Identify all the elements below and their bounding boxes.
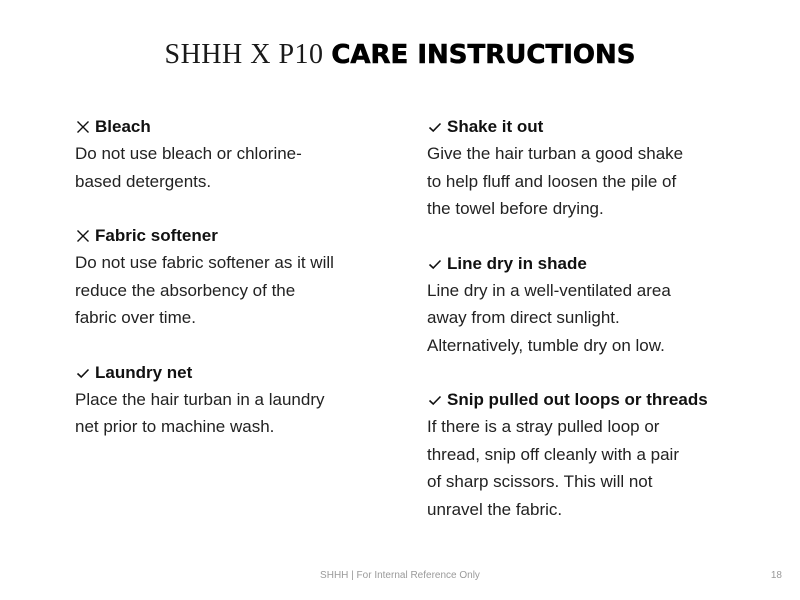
care-item-text: Alternatively, tumble dry on low.: [427, 335, 665, 355]
footer-text: SHHH | For Internal Reference Only: [320, 570, 480, 581]
care-item-text: If there is a stray pulled loop or: [427, 417, 660, 436]
check-icon: [427, 392, 443, 408]
care-item-shake-it-out: [427, 114, 757, 223]
care-item-text: Line dry in a well-ventilated area: [427, 280, 671, 300]
check-icon: [427, 119, 443, 135]
care-item-bleach: [75, 114, 395, 195]
title-prefix: SHHH X P10: [164, 39, 324, 70]
right-column: [427, 114, 757, 551]
check-icon: [75, 365, 91, 381]
care-item-text: the towel before drying.: [427, 199, 604, 218]
care-item-snip-loops: [427, 387, 757, 523]
care-item-text: fabric over time.: [75, 308, 196, 327]
care-item-line-dry: [427, 251, 757, 360]
x-icon: [75, 228, 91, 244]
care-item-text: Do not use bleach or chlorine-: [75, 144, 302, 163]
care-item-heading: Bleach: [95, 117, 151, 136]
care-item-text: based detergents.: [75, 171, 212, 191]
care-item-text: Do not use fabric softener as it will: [75, 253, 334, 272]
care-item-heading: Snip pulled out loops or threads: [447, 390, 708, 409]
care-item-text: of sharp scissors. This will not: [427, 472, 653, 491]
care-item-heading: Fabric softener: [95, 226, 218, 245]
care-item-heading: Laundry net: [95, 362, 193, 382]
care-item-text: to help fluff and loosen the pile of: [427, 171, 677, 191]
check-icon: [427, 256, 443, 272]
care-item-text: Give the hair turban a good shake: [427, 144, 684, 163]
care-item-text: Place the hair turban in a laundry: [75, 389, 325, 409]
care-item-laundry-net: [75, 360, 395, 441]
page-number: 18: [770, 570, 782, 581]
page-title: [0, 36, 800, 73]
care-item-text: net prior to machine wash.: [75, 417, 275, 436]
care-item-text: unravel the fabric.: [427, 499, 563, 519]
x-icon: [75, 119, 91, 135]
care-item-fabric-softener: [75, 223, 395, 332]
care-item-text: reduce the absorbency of the: [75, 280, 296, 300]
care-item-text: away from direct sunlight.: [427, 308, 620, 327]
title-main: CARE INSTRUCTIONS: [331, 40, 636, 70]
care-item-text: thread, snip off cleanly with a pair: [427, 444, 679, 464]
care-item-heading: Shake it out: [447, 117, 544, 136]
left-column: [75, 114, 395, 469]
care-item-heading: Line dry in shade: [447, 253, 587, 273]
